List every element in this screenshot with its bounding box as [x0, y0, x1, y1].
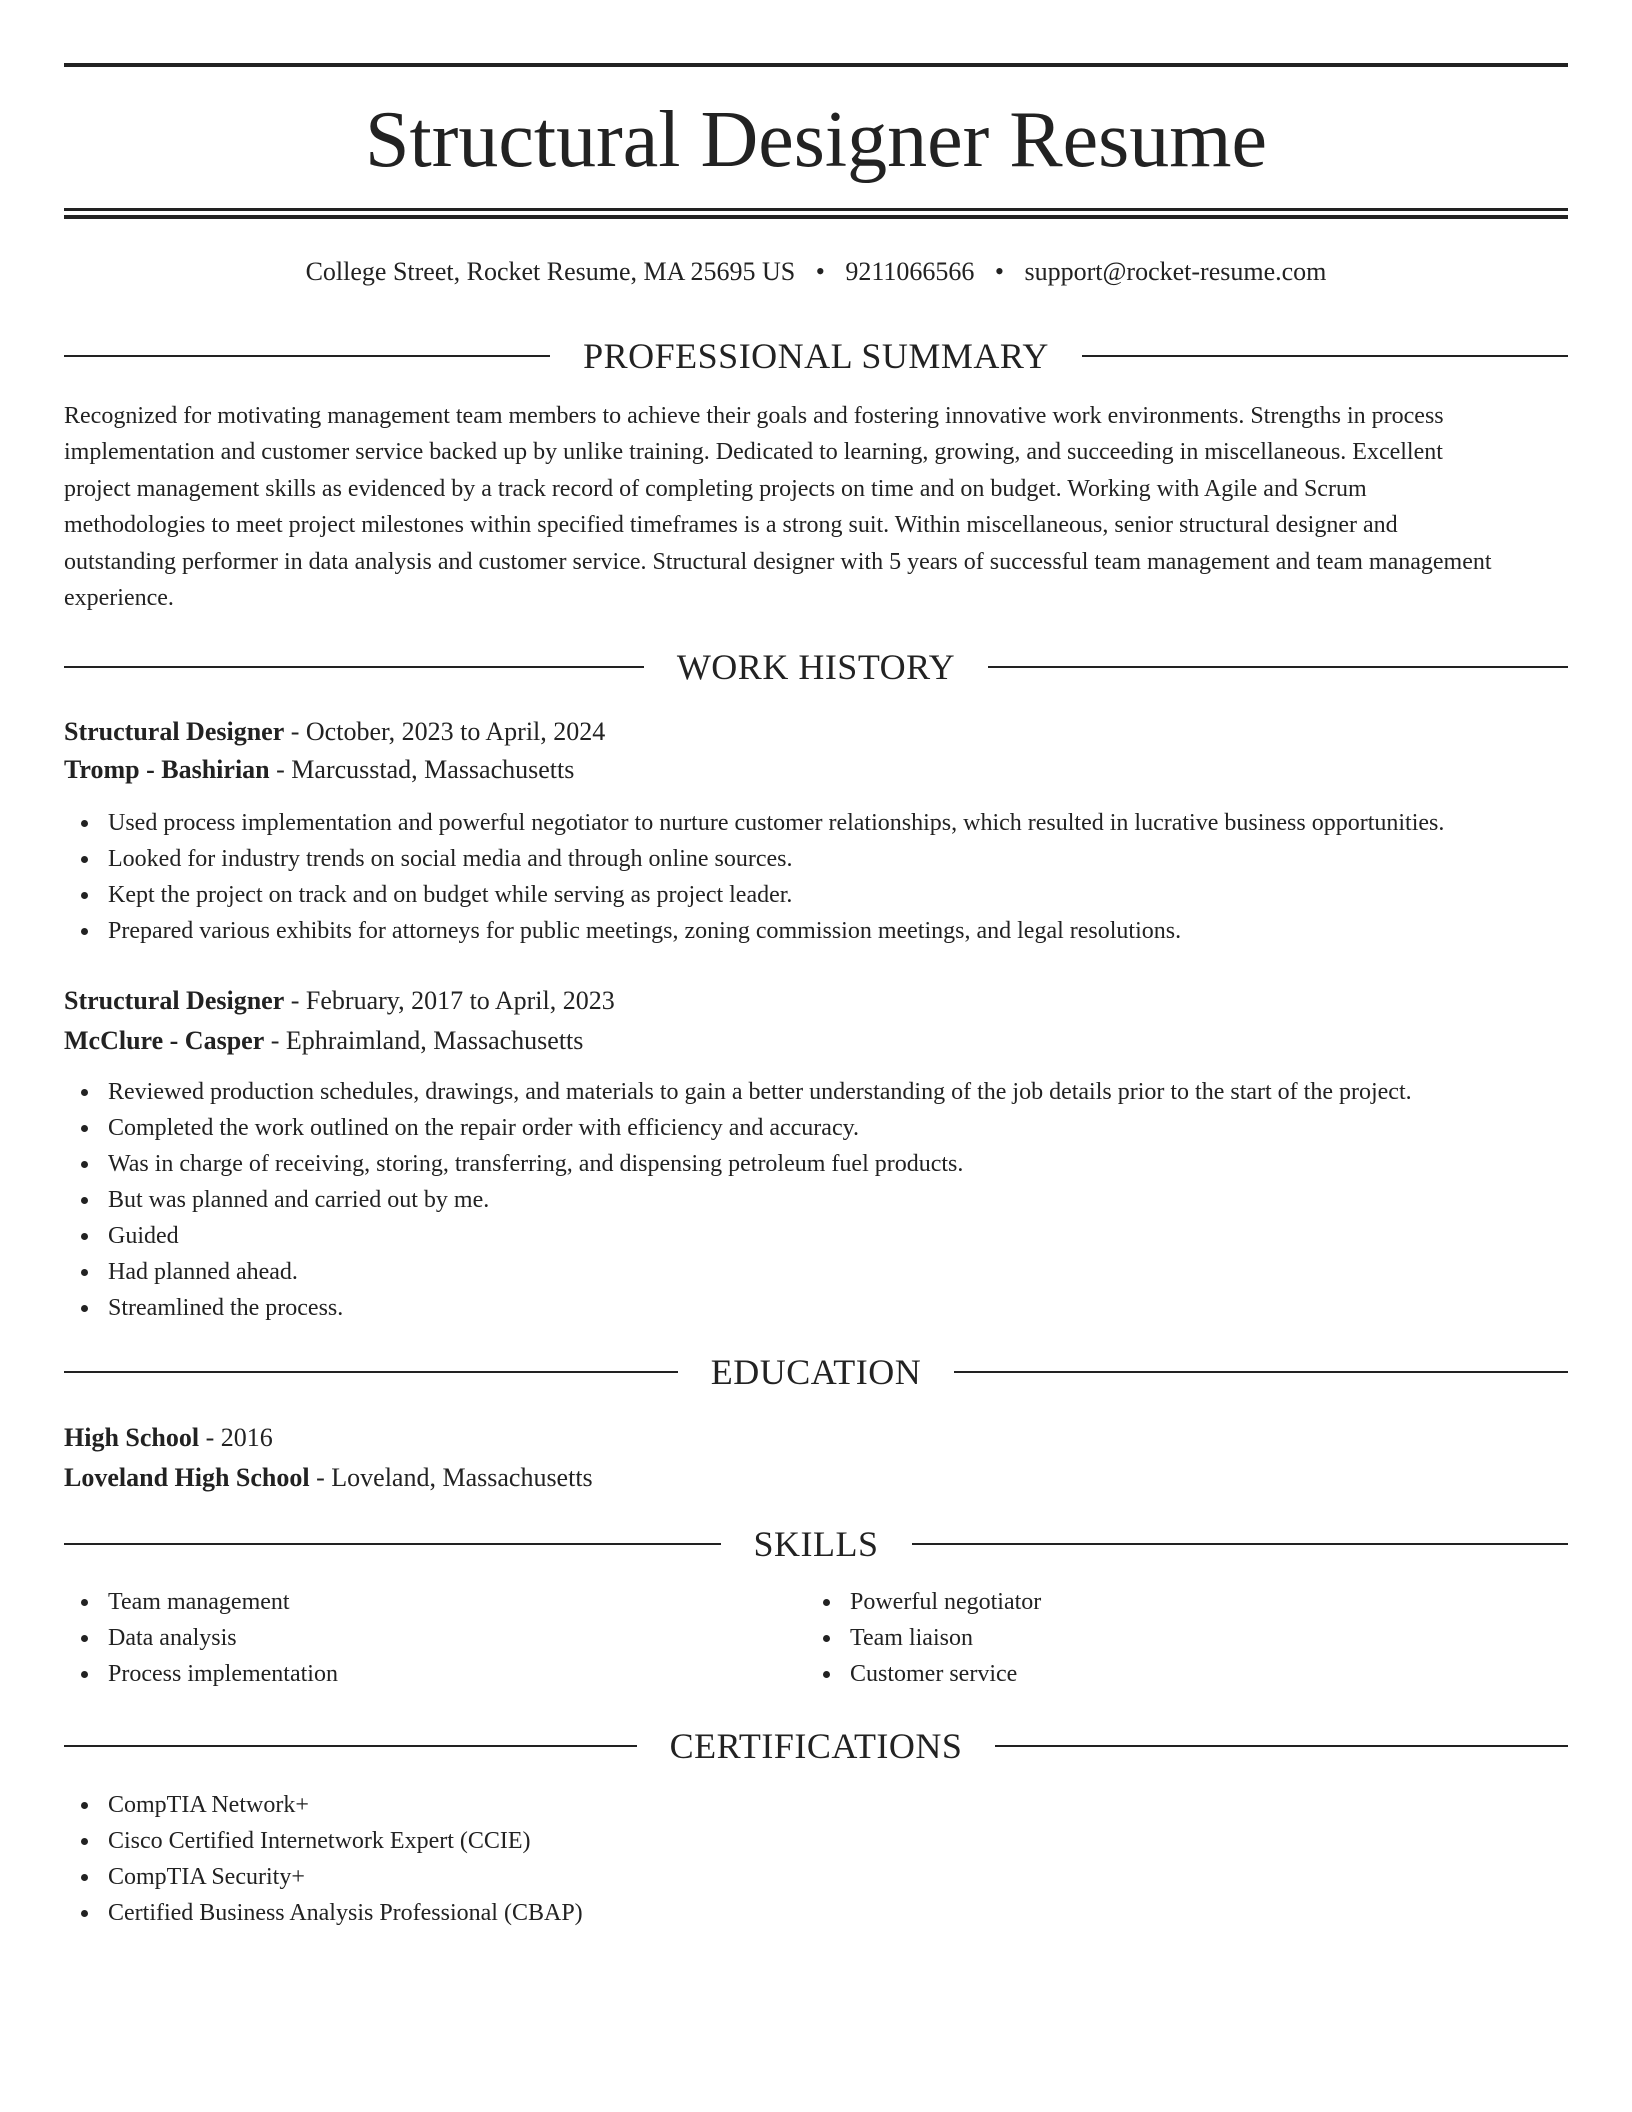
- job-title: Structural Designer: [64, 986, 285, 1015]
- job-company: Tromp - Bashirian: [64, 755, 270, 784]
- title-rule-lower: [64, 215, 1568, 219]
- list-item: Kept the project on track and on budget while serving as project leader.: [64, 877, 1444, 913]
- heading-rule: [988, 666, 1568, 668]
- education-school: Loveland High School: [64, 1463, 310, 1492]
- summary-paragraph: [64, 398, 1568, 616]
- education-school-line: [64, 1458, 1568, 1498]
- top-rule: [64, 63, 1568, 67]
- job-location: - Ephraimland, Massachusetts: [264, 1026, 584, 1055]
- skills-list-right: [806, 1584, 1041, 1692]
- section-heading-work: [64, 645, 1568, 689]
- section-heading-summary: [64, 334, 1568, 378]
- list-item: Reviewed production schedules, drawings, and materials to gain a better understanding of the job details prior to the start of the project.: [64, 1074, 1412, 1110]
- list-item: Team management: [64, 1584, 338, 1620]
- list-item: But was planned and carried out by me.: [64, 1182, 1412, 1218]
- job-title-line: [64, 712, 1568, 752]
- contact-email: support@rocket-resume.com: [1024, 257, 1327, 286]
- heading-rule: [954, 1371, 1568, 1373]
- section-heading-education: [64, 1350, 1568, 1394]
- section-title: CERTIFICATIONS: [669, 1726, 963, 1766]
- education-degree-line: [64, 1418, 1568, 1458]
- section-title: PROFESSIONAL SUMMARY: [583, 336, 1049, 376]
- job-title-line: [64, 981, 1568, 1021]
- section-title: EDUCATION: [710, 1352, 922, 1392]
- job-dates: - February, 2017 to April, 2023: [284, 986, 615, 1015]
- summary-line: methodologies to meet project milestones within specified timeframes is a strong suit. Within miscellaneous, senior structural designer and: [64, 512, 1398, 539]
- section-title: SKILLS: [753, 1524, 879, 1564]
- list-item: Was in charge of receiving, storing, transferring, and dispensing petroleum fuel products.: [64, 1146, 1412, 1182]
- list-item: Prepared various exhibits for attorneys for public meetings, zoning commission meetings, and legal resolutions.: [64, 913, 1444, 949]
- job-bullets: [64, 1074, 1412, 1326]
- job-company: McClure - Casper: [64, 1026, 265, 1055]
- section-heading-skills: [64, 1522, 1568, 1566]
- heading-rule: [995, 1745, 1568, 1747]
- certifications-list: [64, 1787, 583, 1931]
- contact-separator: •: [815, 257, 825, 286]
- heading-rule: [1082, 355, 1568, 357]
- job-company-line: [64, 750, 1568, 790]
- contact-address: College Street, Rocket Resume, MA 25695 US: [305, 257, 796, 286]
- list-item: Looked for industry trends on social media and through online sources.: [64, 841, 1444, 877]
- summary-line: implementation and customer service backed up by unlike training. Dedicated to learning, growing, and succeeding in miscellaneous. Excellent: [64, 439, 1443, 466]
- list-item: Powerful negotiator: [806, 1584, 1041, 1620]
- heading-rule: [64, 355, 550, 357]
- job-dates: - October, 2023 to April, 2024: [284, 717, 606, 746]
- list-item: Process implementation: [64, 1656, 338, 1692]
- list-item: CompTIA Security+: [64, 1859, 583, 1895]
- education-location: - Loveland, Massachusetts: [309, 1463, 593, 1492]
- page-title: Structural Designer Resume: [365, 96, 1267, 184]
- summary-line: project management skills as evidenced by a track record of completing projects on time and on budget. Working with Agile and Scrum: [64, 475, 1367, 502]
- heading-rule: [64, 666, 644, 668]
- summary-line: outstanding performer in data analysis and customer service. Structural designer with 5 years of successful team management and team management: [64, 548, 1492, 575]
- section-title: WORK HISTORY: [676, 647, 956, 687]
- list-item: CompTIA Network+: [64, 1787, 583, 1823]
- job-location: - Marcusstad, Massachusetts: [269, 755, 575, 784]
- list-item: Customer service: [806, 1656, 1041, 1692]
- list-item: Streamlined the process.: [64, 1290, 1412, 1326]
- list-item: Had planned ahead.: [64, 1254, 1412, 1290]
- list-item: Cisco Certified Internetwork Expert (CCIE): [64, 1823, 583, 1859]
- section-heading-certifications: [64, 1724, 1568, 1768]
- summary-line: Recognized for motivating management team members to achieve their goals and fostering innovative work environments. Strengths in process: [64, 403, 1444, 429]
- education-degree: High School: [64, 1423, 200, 1452]
- title-rule-upper: [64, 208, 1568, 211]
- heading-rule: [912, 1543, 1569, 1545]
- list-item: Data analysis: [64, 1620, 338, 1656]
- list-item: Certified Business Analysis Professional (CBAP): [64, 1895, 583, 1931]
- job-bullets: [64, 805, 1444, 949]
- summary-line: experience.: [64, 585, 174, 612]
- job-company-line: [64, 1021, 1568, 1061]
- list-item: Guided: [64, 1218, 1412, 1254]
- list-item: Team liaison: [806, 1620, 1041, 1656]
- heading-rule: [64, 1745, 637, 1747]
- contact-separator: •: [994, 257, 1004, 286]
- list-item: Completed the work outlined on the repair order with efficiency and accuracy.: [64, 1110, 1412, 1146]
- heading-rule: [64, 1543, 721, 1545]
- job-title: Structural Designer: [64, 717, 285, 746]
- skills-list-left: [64, 1584, 338, 1692]
- heading-rule: [64, 1371, 678, 1373]
- contact-phone: 9211066566: [845, 257, 975, 286]
- contact-line: [64, 252, 1568, 292]
- education-year: - 2016: [199, 1423, 273, 1452]
- list-item: Used process implementation and powerful negotiator to nurture customer relationships, which resulted in lucrative business opportunities.: [64, 805, 1444, 841]
